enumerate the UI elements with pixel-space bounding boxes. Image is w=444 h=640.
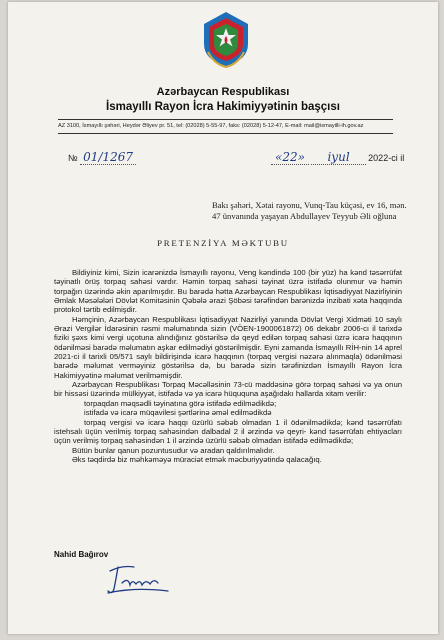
paragraph-4: Bütün bunlar qanun pozuntusudur və aradan qaldırılmalıdır. <box>72 445 275 455</box>
paragraph-5: Əks təqdirdə biz məhkəməyə müraciət etmək məcburiyyətində qalacağıq. <box>72 454 322 464</box>
list-item: torpaqdan məqsədli təyinatına görə istifadə edilmədikdə; <box>84 398 277 408</box>
paragraph-3: Azərbaycan Respublikası Torpaq Məcəlləsinin 73-cü maddəsinə görə torpaq sahəsi və ya onun bir hissəsi üzərində mülkiyyət, istifadə və ya icarə hüququna aşağıdakı hallarda xitam verilir: <box>54 380 402 399</box>
paragraph-1: Bildiyiniz kimi, Sizin icarənizdə İsmayıllı rayonu, Veng kəndində 100 (bir yüz) ha kənd təsərrüfat təyinatlı örüş torpaq sahəsi vardır. Həmin torpaq sahəsi təyinat üzrə istifadə olunmur və həmin torpağın üzərində əkin aparılmışdır. Bu barədə hətta Azərbaycan Respublikası İqtisadiyyat Nazirliyinin Əmlak Məsələləri Dövlət Komitəsinin Qəbələ ərazi Şöbəsi tərəfindən barənizdə inzibati xəta haqqında protokol tərtib edilmişdir. <box>54 268 402 315</box>
header-country: Azərbaycan Respublikası <box>156 86 290 98</box>
reference-date <box>271 150 404 164</box>
header-divider-thin <box>58 133 393 134</box>
handwritten-signature <box>104 557 184 597</box>
letter-title: PRETENZİYA MƏKTUBU <box>157 238 289 248</box>
recipient-address: Bakı şəhəri, Xətai rayonu, Vunq-Tau küçəsi, ev 16, mən. 47 ünvanında yaşayan Abdullayev Teyyub Əli oğluna <box>212 200 407 221</box>
header-authority: İsmayıllı Rayon İcra Hakimiyyətinin başçısı <box>106 101 340 113</box>
date-year: 2022-ci il <box>368 153 405 163</box>
list-item: torpaq vergisi və icarə haqqı üzürlü səbəb olmadan 1 il ödənilmədikdə; kənd təsərrüfatı istehsalı üçün verilmiş torpaq sahəsindən dalbadal 2 il ərzində və qeyri- kənd təsərrüfatı ehtiyacları üçün verilmiş torpaq sahəsindən 1 il ərzində üzürlü səbəb olmadan istifadə edilmədikdə; <box>54 417 402 446</box>
reference-number-label: № <box>68 153 78 163</box>
date-month: iyul <box>311 150 365 165</box>
date-day: «22» <box>271 150 309 165</box>
list-item: istifadə və icarə müqavilesi şərtlərinə əməl edilmədikdə <box>84 408 272 418</box>
reference-number <box>68 150 136 164</box>
paragraph-2: Həmçinin, Azərbaycan Respublikası İqtisadiyyat Nazirliyi yanında Dövlət Vergi Xidməti 10 saylı Ərazi Vergilər İdarəsinin rəsmi məlumatında sizin (VÖEN-1900061872) 06 dekabr 2006-cı il tarixdə fiziki şəxs kimi vergi uçotuna alındığınız göstərilsə də qeyd edilən torpaq sahəsi üzrə icarə haqqının ödənilməsi barədə məlumatın aşkar edilmədiyi göstərilmişdir. Eyni zamanda İsmayıllı RİH-nin 14 aprel 2021-ci il tarixli 05/571 saylı bildirişində icarə haqqının (torpaq vergisi nəzərə alınmaqla) ödənilməsi barədə məlumat verməyiniz göstərilsə də, bu barədə sizin tərəfinizdən İsmayıllı Rayon İcra Hakimiyyətinə məlumat verilməmişdir. <box>54 314 402 380</box>
header-divider <box>58 119 393 120</box>
letter-body <box>54 268 402 464</box>
state-emblem-icon <box>200 10 252 68</box>
document-page <box>8 2 438 634</box>
header-address: AZ 3100, İsmayıllı şəhəri, Heydər Əliyev pr. 51, tel: (02028) 5-55-97, faks: (02028) 5-12-47, E-mail: mail@ismayilli-ih.gov.az <box>58 123 364 129</box>
signatory-name: Nahid Bağırov <box>54 550 109 559</box>
reference-number-value: 01/1267 <box>80 150 136 165</box>
